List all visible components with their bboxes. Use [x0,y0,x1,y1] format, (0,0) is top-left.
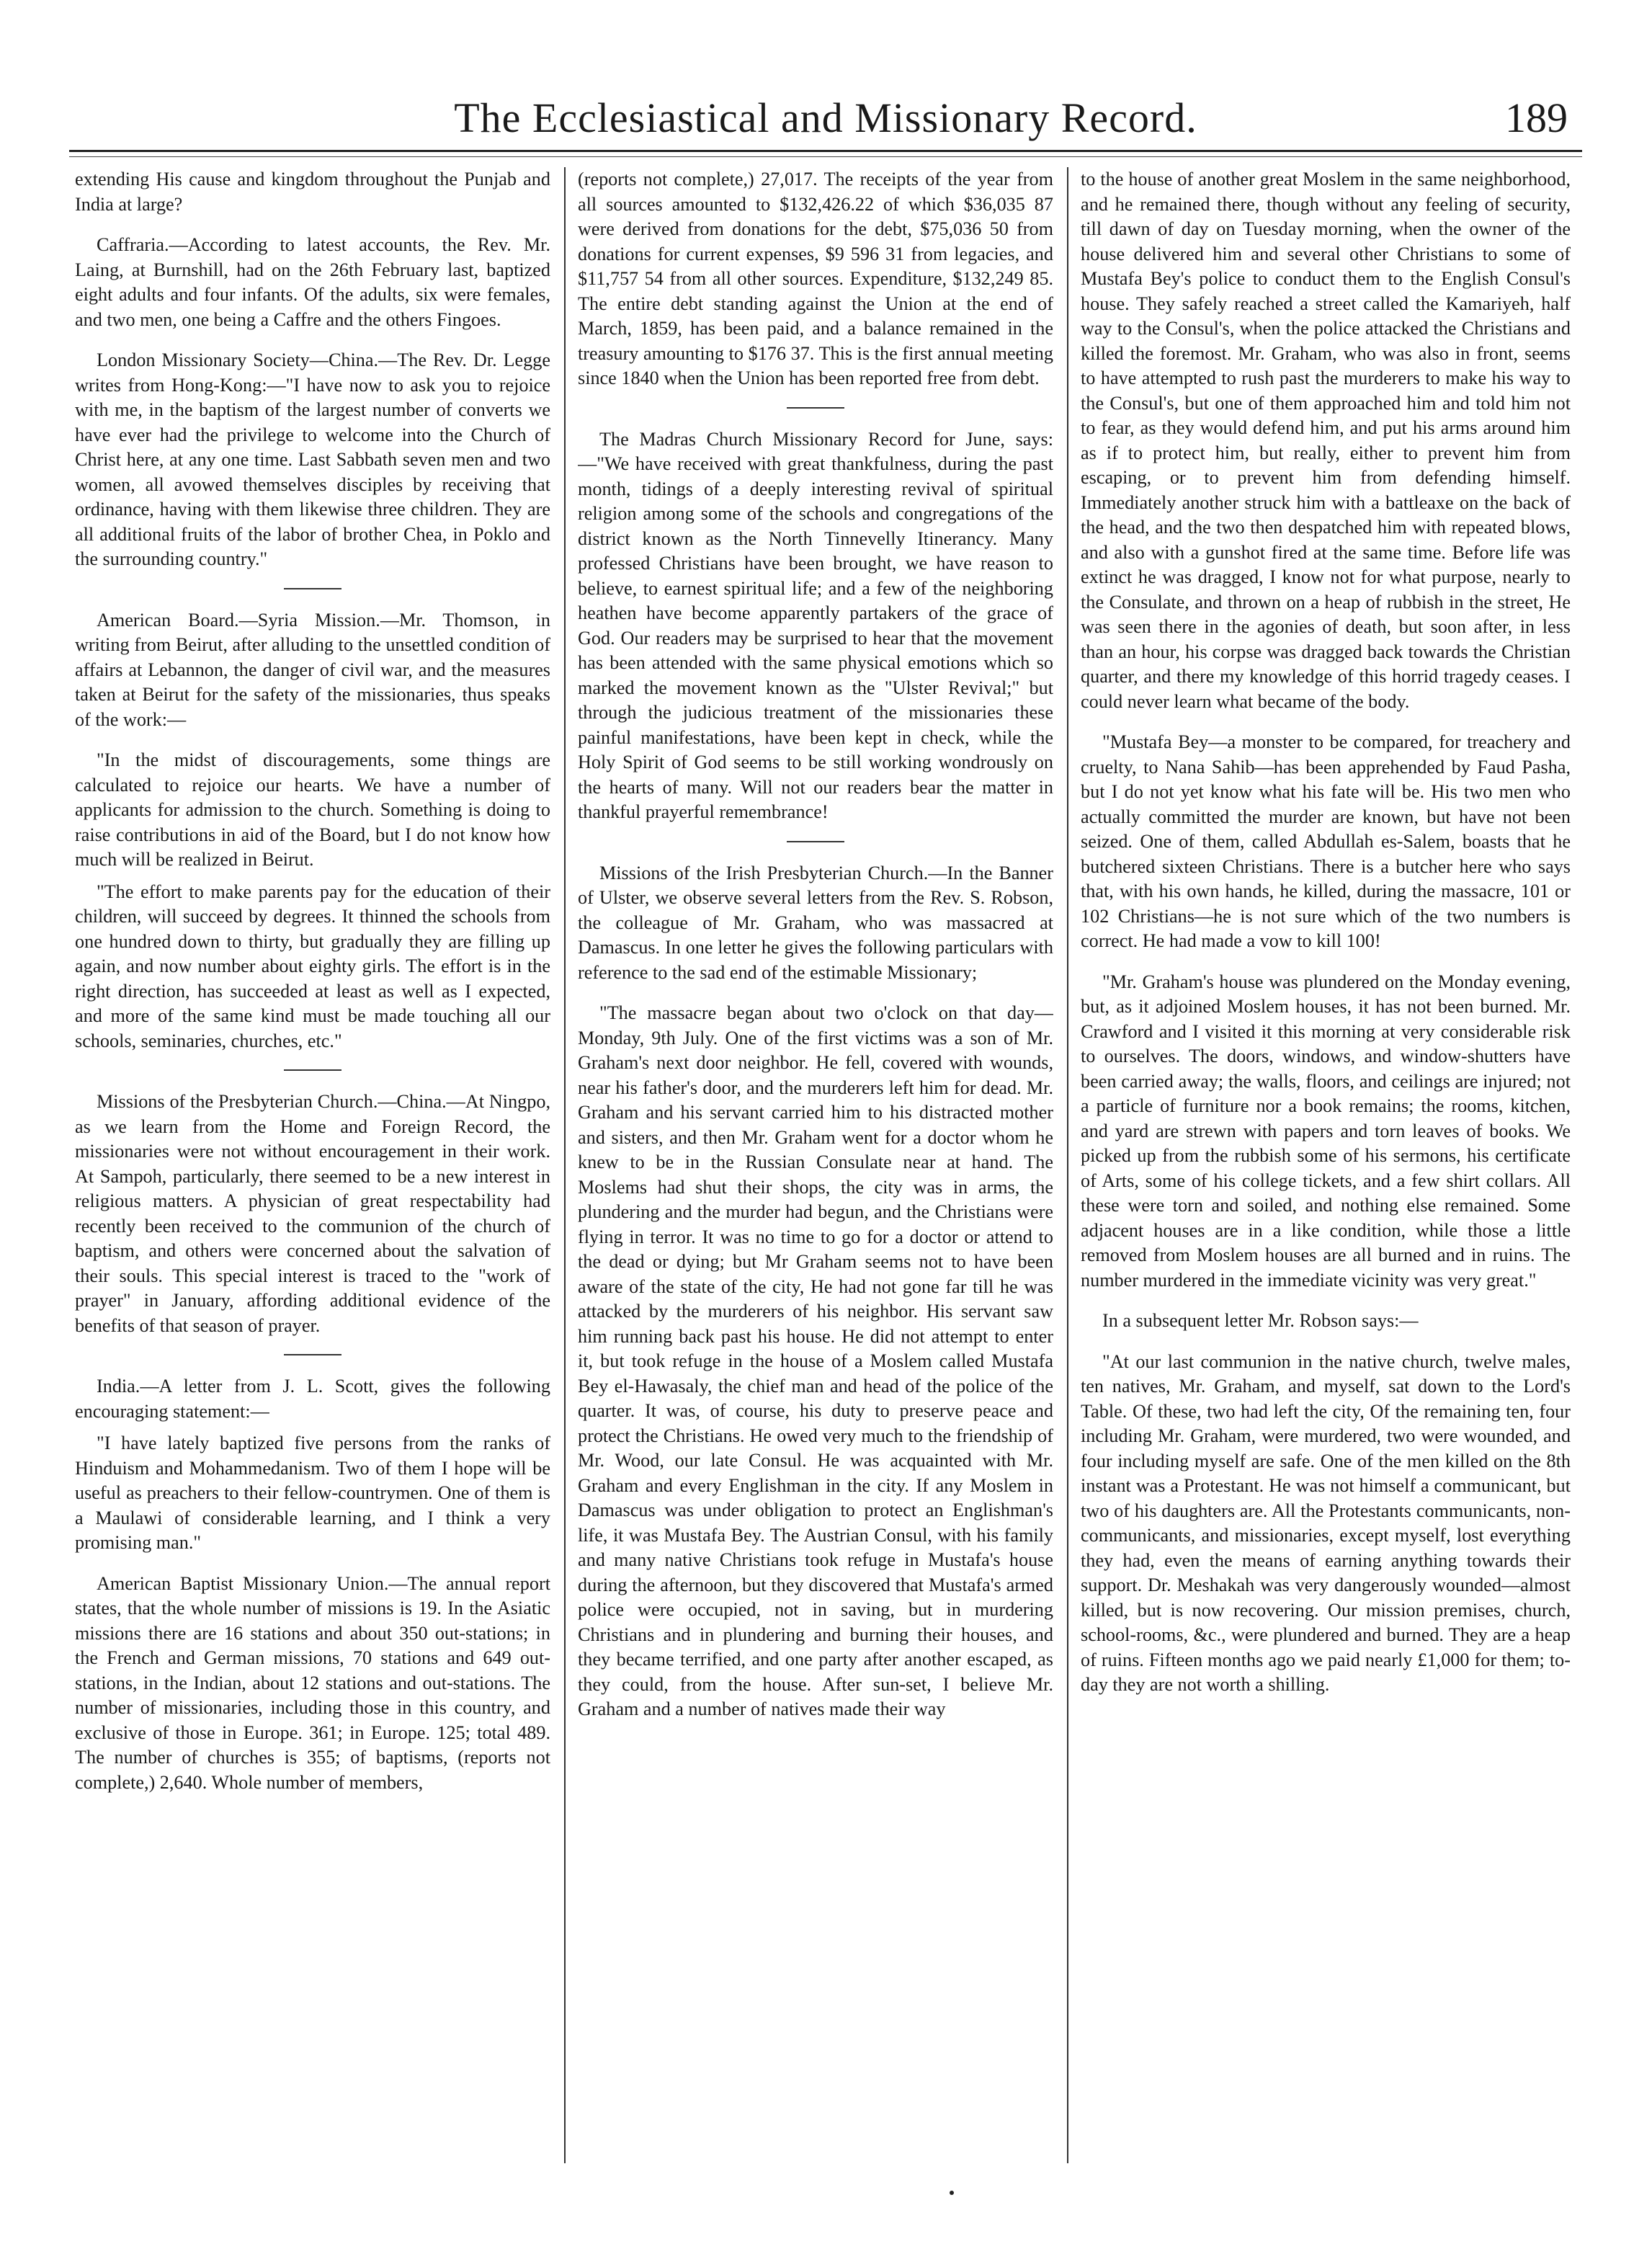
paragraph-quote: "At our last communion in the native church, twelve males, ten natives, Mr. Graham, and myself, sat down to the Lord's Table. Of these, two had left the city, Of the remaining ten, four including Mr. Graham, were murdered, two were wounded, and four including myself are safe. One of the men killed on the 8th instant was a Protestant. He was not himself a communicant, but two of his daughters are. All the Protestants communicants, non-communicants, and missionaries, except myself, lost everything they had, even the means of earning anything towards their support. Dr. Meshakah was very dangerously wounded—almost killed, but is now recovering. Our mission premises, church, school-rooms, &c., were plundered and burned. They are a heap of ruins. Fifteen months ago we paid nearly £1,000 for them; to-day they are not worth a shilling. [1081,1350,1571,1695]
paragraph-quote: "Mr. Graham's house was plundered on the Monday evening, but, as it adjoined Moslem houses, it has not been burned. Mr. Crawford and I visited it this morning at very considerable risk to ourselves. The doors, windows, and window-shutters have been carried away; the walls, floors, and ceilings are injured; not a particle of furniture nor a book remains; the rooms, kitchen, and yard are strewn with papers and torn leaves of books. We picked up from the rubbish some of his sermons, his certificate of Arts, some of his college tickets, and a few shirt collars. All these were torn and soiled, and nothing else remained. Some adjacent houses are in a like condition, while those a little removed from Moslem houses are all burned and in ruins. The number murdered in the immediate vicinity was very great." [1081,971,1571,1291]
header-rule [69,150,1582,157]
paragraph-london-missionary-society: London Missionary Society—China.—The Rev. Dr. Legge writes from Hong-Kong:—"I have now to ask you to rejoice with me, in the baptism of the largest number of converts we have ever had the privilege to welcome into the Church of Christ here, at any one time. Last Sabbath seven men and two women, all avowed themselves disciples by receiving that ordinance, having with them likewise three children. They are all additional fruits of the labor of brother Chea, in Poklo and the surrounding country." [75,349,550,569]
running-title: The Ecclesiastical and Missionary Record. [454,94,1197,141]
paragraph-presbyterian-china: Missions of the Presbyterian Church.—China.—At Ningpo, as we learn from the Home and Foreign Record, the missionaries were not without encouragement in their work. At Sampoh, particularly, there seemed to be a new interest in religious matters. A physician of great respectability had recently been received to the communion of the church of baptism, and others were concerned about the salvation of their souls. This special interest is traced to the "work of prayer" in January, affording additional evidence of the benefits of that season of prayer. [75,1091,550,1336]
section-rule [284,1354,341,1355]
paragraph-madras-record: The Madras Church Missionary Record for June, says:—"We have received with great thankfulness, during the past month, tidings of a deeply interesting revival of spiritual religion among some of the schools and congregations of the district known as the North Tinnevelly Itinerancy. Many professed Christians have been brought, we have reason to believe, to earnest spiritual life; and a few of the neighboring heathen have become apparently partakers of the grace of God. Our readers may be surprised to hear that the movement has been attended with the same physical emotions which so marked the movement known as the "Ulster Revival;" but through the judicious treatment of the missionaries these painful manifestations, have been kept in check, while the Holy Spirit of God seems to be still working wondrously on the hearts of many. Will not our readers bear the matter in thankful prayerful remembrance! [578,428,1053,822]
paragraph: (reports not complete,) 27,017. The receipts of the year from all sources amounted to $132,426.22 of which $36,035 87 were derived from donations for the debt, $75,036 50 from donations for current expenses, $9 596 31 from legacies, and $11,757 54 from all other sources. Expenditure, $132,249 85. The entire debt standing against the Union at the end of March, 1859, has been paid, and a balance remained in the treasury amounting to $176 37. This is the first annual meeting since 1840 when the Union has been reported free from debt. [578,169,1053,388]
section-rule [787,407,844,409]
section-rule [787,841,844,842]
paragraph-baptist-union: American Baptist Missionary Union.—The annual report states, that the whole number of missions is 19. In the Asiatic missions there are 16 stations and about 350 out-stations; in the French and German missions, 70 stations and 649 out-stations, in the Indian, about 12 stations and out-stations. The number of missionaries, including those in this country, and exclusive of those in Europe. 361; in Europe. 125; total 489. The number of churches is 355; of baptisms, (reports not complete,) 2,640. Whole number of members, [75,1572,550,1793]
paragraph-quote: "The effort to make parents pay for the education of their children, will succeed by degrees. It thinned the schools from one hundred down to thirty, but gradually they are filling up again, and now number about eighty girls. The effort is in the right direction, has succeeded at least as well as I expected, and more of the same kind must be made touching all our schools, seminaries, churches, etc." [75,881,550,1051]
column-2 [578,167,1053,2156]
paragraph: In a subsequent letter Mr. Robson says:— [1102,1310,1419,1331]
paragraph-quote: "I have lately baptized five persons from the ranks of Hinduism and Mohammedanism. Two of them I hope will be useful as preachers to their fellow-countrymen. One of them is a Maulawi of considerable learning, and I think a very promising man." [75,1433,550,1553]
column-divider [564,167,566,2163]
column-3 [1081,167,1571,2156]
column-1 [75,167,550,2156]
section-rule [284,588,341,589]
ink-speck [950,2191,954,2195]
paragraph-quote: "In the midst of discouragements, some things are calculated to rejoice our hearts. We have a number of applicants for admission to the church. Something is doing to raise contributions in aid of the Board, but I do not know how much will be realized in Beirut. [75,749,550,870]
paragraph-india: India.—A letter from J. L. Scott, gives the following encouraging statement:— [75,1376,550,1422]
paragraph-caffraria: Caffraria.—According to latest accounts, the Rev. Mr. Laing, at Burnshill, had on the 26th February last, baptized eight adults and four infants. Of the adults, six were females, and two men, one being a Caffre and the others Fingoes. [75,234,550,330]
page-header [69,94,1582,151]
section-rule [284,1069,341,1071]
paragraph: to the house of another great Moslem in the same neighborhood, and he remained there, though without any feeling of security, till dawn of day on Tuesday morning, when the owner of the house delivered him and several other Christians to some of Mustafa Bey's police to conduct them to the English Consul's house. They safely reached a street called the Kamariyeh, half way to the Consul's, when the police attacked the Christians and killed the foremost. Mr. Graham, who was also in front, seems to have attempted to rush past the murderers to make his way to the Consul's, but one of them approached him and told him not to fear, as they would defend him, and put his arms around him as if to protect him, but really, either to prevent him from escaping, or to prevent him from defending himself. Immediately another struck him with a battleaxe on the back of the head, and the two then despatched him with repeated blows, and also with a gunshot fired at the same time. Before life was extinct he was dragged, I know not for what purpose, nearly to the Consulate, and thrown on a heap of rubbish in the street, He was seen there in the agonies of death, but soon after, in less than an hour, his corpse was dragged back towards the Christian quarter, and there my knowledge of this horrid tragedy ceases. I could never learn what became of the body. [1081,169,1571,712]
paragraph-american-board: American Board.—Syria Mission.—Mr. Thomson, in writing from Beirut, after alluding to the unsettled condition of affairs at Lebannon, the danger of civil war, and the measures taken at Beirut for the safety of the missionaries, thus speaks of the work:— [75,609,550,730]
page-number: 189 [1505,94,1568,141]
column-divider [1067,167,1068,2163]
paragraph: extending His cause and kingdom throughout the Punjab and India at large? [75,169,550,215]
paragraph-quote: "The massacre began about two o'clock on that day—Monday, 9th July. One of the first victims was a son of Mr. Graham's next door neighbor. He fell, covered with wounds, near his father's door, and the murderers left him for dead. Mr. Graham and his servant carried him to his distracted mother and sisters, and then Mr. Graham went for a doctor whom he knew to be in the Russian Consulate near at hand. The Moslems had shut their shops, the city was in arms, the plundering and the murder had begun, and the Christians were flying in terror. It was no time to go for a doctor or attend to the dead or dying; but Mr Graham seems not to have been aware of the state of the city, He had not gone far till he was attacked by the murderers of his neighbor. His servant saw him running back past his house. He did not attempt to enter it, but took refuge in the house of a Moslem called Mustafa Bey el-Hawasaly, the chief man and head of the police of the quarter. It was, of course, his duty to preserve peace and protect the Christians. He owed very much to the friendship of Mr. Wood, our late Consul. He was acquainted with Mr. Graham and every Englishman in the city. If any Moslem in Damascus was under obligation to protect an Englishman's life, it was Mustafa Bey. The Austrian Consul, with his family and many native Christians took refuge in Mustafa's house during the afternoon, but they discovered that Mustafa's armed police were occupied, not in saving, but in murdering Christians and in plundering and burning their houses, and they became terrified, and one party after another escaped, as they could, from the house. After sun-set, I believe Mr. Graham and a number of natives made their way [578,1002,1053,1719]
paragraph-irish-presbyterian: Missions of the Irish Presbyterian Church.—In the Banner of Ulster, we observe several letters from the Rev. S. Robson, the colleague of Mr. Graham, who was massacred at Damascus. In one letter he gives the following particulars with reference to the sad end of the estimable Missionary; [578,862,1053,983]
paragraph-quote: "Mustafa Bey—a monster to be compared, for treachery and cruelty, to Nana Sahib—has been apprehended by Faud Pasha, but I do not yet know what his fate will be. His two men who actually committed the murder are known, but have not been seized. One of them, called Abdullah es-Salem, boasts that he butchered sixteen Christians. There is a butcher here who says that, with his own hands, he killed, during the massacre, 101 or 102 Christians—he is not sure which of the two numbers is correct. He had made a vow to kill 100! [1081,731,1571,951]
